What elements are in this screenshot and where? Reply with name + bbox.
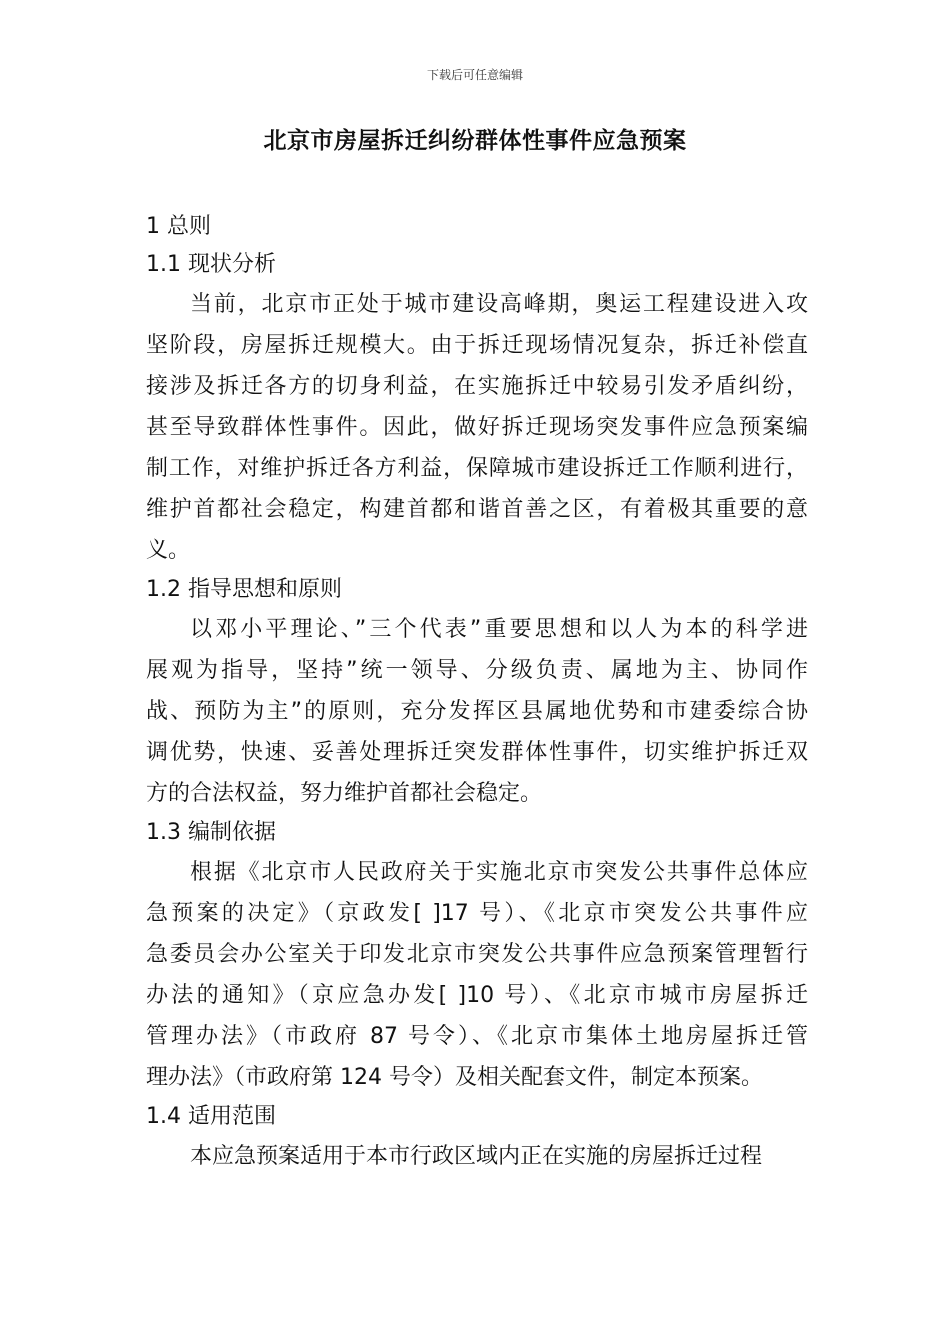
paragraph-line: 以邓小平理论、”三个代表”重要思想和以人为本的科学进 [190, 617, 808, 642]
document-title: 北京市房屋拆迁纠纷群体性事件应急预案 [263, 128, 687, 154]
paragraph-line: 义。 [146, 538, 191, 563]
paragraph [146, 1136, 808, 1177]
paragraph-line: 当前，北京市正处于城市建设高峰期，奥运工程建设进入攻 [190, 292, 808, 317]
paragraph-line: 理办法》（市政府第 124 号令）及相关配套文件，制定本预案。 [146, 1065, 763, 1090]
paragraph-line: 管理办法》（市政府 87 号令）、《北京市集体土地房屋拆迁管 [146, 1024, 808, 1049]
paragraph-line: 维护首都社会稳定，构建首都和谐首善之区，有着极其重要的意 [146, 497, 808, 522]
section-heading: 1.3 编制依据 [146, 820, 276, 845]
paragraph [146, 852, 808, 1098]
paragraph-line: 方的合法权益，努力维护首都社会稳定。 [146, 781, 543, 806]
paragraph-line: 接涉及拆迁各方的切身利益，在实施拆迁中较易引发矛盾纠纷， [146, 374, 808, 399]
document-body [146, 208, 808, 1177]
paragraph-line: 坚阶段，房屋拆迁规模大。由于拆迁现场情况复杂，拆迁补偿直 [146, 333, 808, 358]
paragraph-line: 急委员会办公室关于印发北京市突发公共事件应急预案管理暂行 [146, 942, 808, 967]
paragraph-line: 展观为指导，坚持”统一领导、分级负责、属地为主、协同作 [146, 658, 808, 683]
paragraph-line: 调优势，快速、妥善处理拆迁突发群体性事件，切实维护拆迁双 [146, 740, 808, 765]
paragraph-line: 战、预防为主”的原则，充分发挥区县属地优势和市建委综合协 [146, 699, 808, 724]
section-heading: 1.1 现状分析 [146, 252, 276, 277]
paragraph [146, 609, 808, 814]
paragraph-line: 本应急预案适用于本市行政区域内正在实施的房屋拆迁过程 [190, 1144, 763, 1169]
paragraph-line: 甚至导致群体性事件。因此，做好拆迁现场突发事件应急预案编 [146, 415, 808, 440]
section-heading: 1 总则 [146, 214, 211, 239]
paragraph [146, 284, 808, 571]
paragraph-line: 根据《北京市人民政府关于实施北京市突发公共事件总体应 [190, 860, 808, 885]
paragraph-line: 办法的通知》（京应急办发[ ]10 号）、《北京市城市房屋拆迁 [146, 983, 808, 1008]
section-heading: 1.4 适用范围 [146, 1104, 276, 1129]
paragraph-line: 急预案的决定》（京政发[ ]17 号）、《北京市突发公共事件应 [146, 901, 808, 926]
section-heading: 1.2 指导思想和原则 [146, 577, 342, 602]
paragraph-line: 制工作，对维护拆迁各方利益，保障城市建设拆迁工作顺利进行， [146, 456, 808, 481]
header-note: 下载后可任意编辑 [426, 68, 523, 82]
